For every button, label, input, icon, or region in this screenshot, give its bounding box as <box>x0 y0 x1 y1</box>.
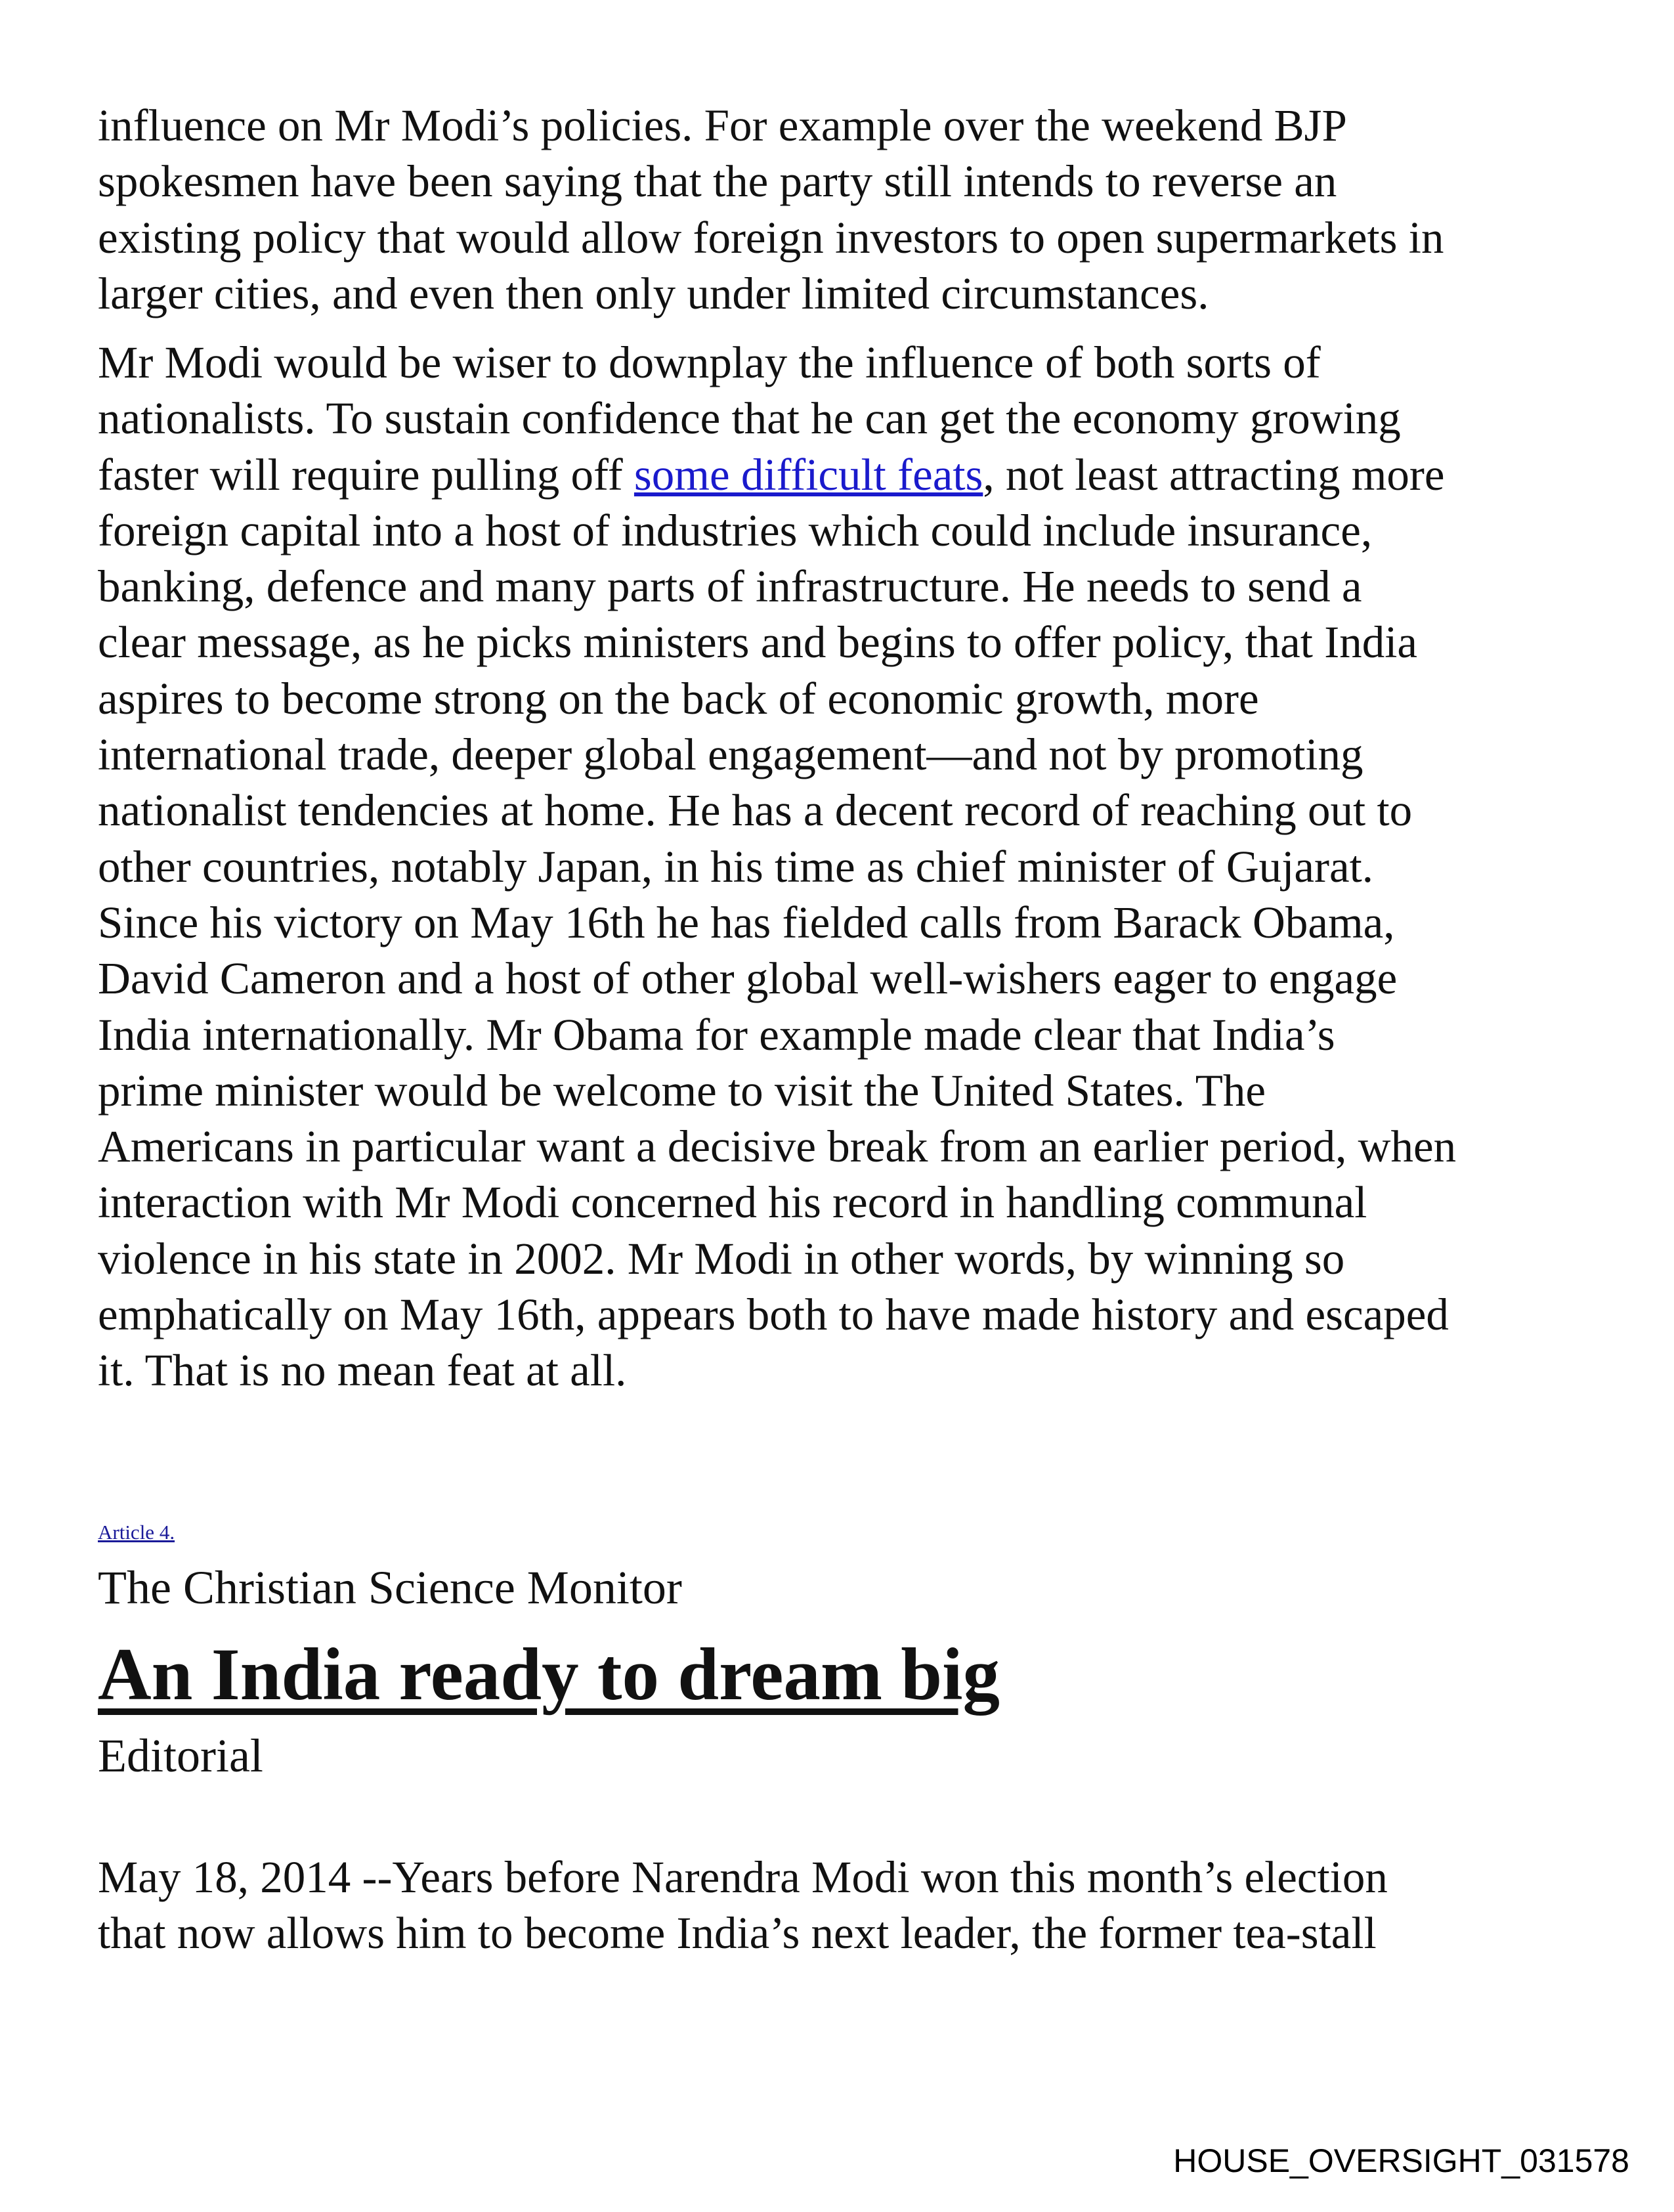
text-line: nationalist tendencies at home. He has a decent record of reaching out to <box>98 785 1413 836</box>
text-line: emphatically on May 16th, appears both to have made history and escaped <box>98 1290 1449 1340</box>
paragraph-1 <box>98 98 1444 322</box>
text-line: India internationally. Mr Obama for example made clear that India’s <box>98 1009 1335 1060</box>
text-line: Americans in particular want a decisive break from an earlier period, when <box>98 1121 1457 1172</box>
text-line: other countries, notably Japan, in his time as chief minister of Gujarat. <box>98 841 1373 892</box>
publication-name: The Christian Science Monitor <box>98 1561 682 1614</box>
text-line <box>98 447 1456 503</box>
text-line: prime minister would be welcome to visit the United States. The <box>98 1065 1266 1116</box>
text-line: May 18, 2014 --Years before Narendra Modi won this month’s election <box>98 1852 1388 1902</box>
text-line: it. That is no mean feat at all. <box>98 1345 627 1396</box>
bates-stamp: HOUSE_OVERSIGHT_031578 <box>1173 2142 1629 2179</box>
text-segment: , not least attracting more <box>983 449 1445 500</box>
text-line: clear message, as he picks ministers and begins to offer policy, that India <box>98 617 1417 668</box>
text-line: foreign capital into a host of industries which could include insurance, <box>98 505 1373 555</box>
text-line: existing policy that would allow foreign investors to open supermarkets in <box>98 212 1444 263</box>
text-line: larger cities, and even then only under limited circumstances. <box>98 268 1209 318</box>
text-line: David Cameron and a host of other global well-wishers eager to engage <box>98 953 1398 1004</box>
text-line: interaction with Mr Modi concerned his record in handling communal <box>98 1177 1367 1228</box>
article-4-link[interactable]: Article 4. <box>98 1521 175 1544</box>
text-line: aspires to become strong on the back of economic growth, more <box>98 673 1259 724</box>
article-headline: An India ready to dream big <box>98 1634 1000 1716</box>
article-type: Editorial <box>98 1729 263 1782</box>
text-line: nationalists. To sustain confidence that he can get the economy growing <box>98 393 1401 444</box>
paragraph-3 <box>98 1850 1388 1962</box>
text-line: spokesmen have been saying that the party still intends to reverse an <box>98 156 1337 207</box>
text-line: that now allows him to become India’s next leader, the former tea-stall <box>98 1908 1377 1959</box>
text-line: Since his victory on May 16th he has fielded calls from Barack Obama, <box>98 897 1395 947</box>
difficult-feats-link[interactable]: some difficult feats <box>633 449 983 500</box>
text-line: violence in his state in 2002. Mr Modi in other words, by winning so <box>98 1233 1345 1284</box>
text-line: Mr Modi would be wiser to downplay the influence of both sorts of <box>98 337 1321 387</box>
text-line: banking, defence and many parts of infrastructure. He needs to send a <box>98 561 1362 612</box>
paragraph-2 <box>98 335 1456 1399</box>
text-segment: faster will require pulling off <box>98 449 634 500</box>
text-line: international trade, deeper global engagement—and not by promoting <box>98 729 1363 780</box>
text-line: influence on Mr Modi’s policies. For example over the weekend BJP <box>98 100 1347 150</box>
